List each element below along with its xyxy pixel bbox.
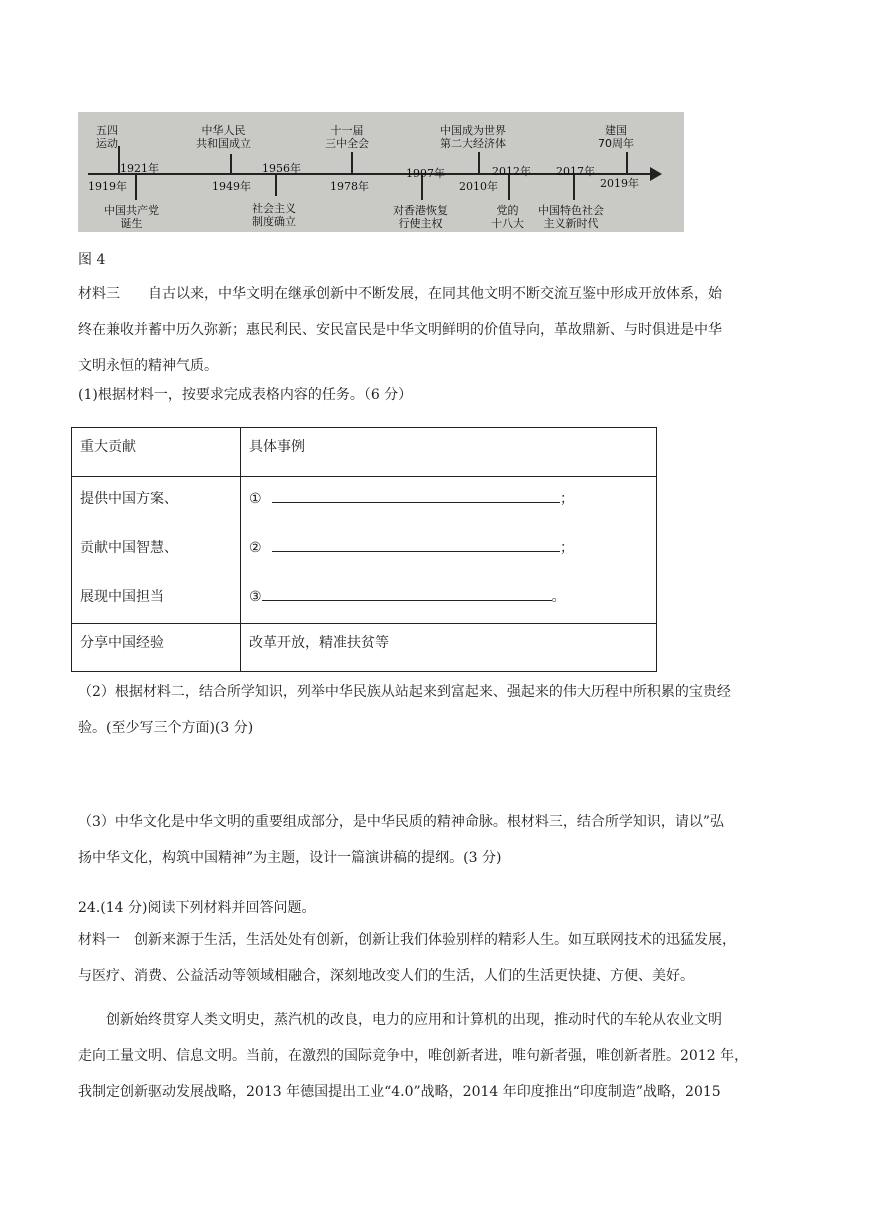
marker-2: ② bbox=[249, 540, 262, 556]
answer-blank-2[interactable] bbox=[272, 537, 560, 552]
contribution-line: 展现中国担当 bbox=[80, 589, 164, 605]
material-one-line: 材料一 创新来源于生活，生活处处有创新，创新让我们体验别样的精彩人生。如互联网技术的迅猛发展， bbox=[78, 932, 736, 948]
year-1997: 1997年 bbox=[406, 167, 445, 180]
event-may-fourth: 五四 运动 bbox=[96, 124, 118, 150]
table-cell-examples-2: 改革开放，精准扶贫等 bbox=[241, 624, 657, 672]
contribution-line: 提供中国方案、 bbox=[80, 491, 178, 507]
contribution-line: 贡献中国智慧、 bbox=[80, 540, 178, 556]
question-24-heading: 24.(14 分)阅读下列材料并回答问题。 bbox=[78, 900, 316, 916]
tick-1949 bbox=[230, 154, 232, 174]
material-one bbox=[78, 922, 794, 994]
para2-line: 我制定创新驱动发展战略，2013 年德国提出工业“4.0”战略，2014 年印度推出“印度制造”战略，2015 bbox=[78, 1084, 721, 1100]
year-1919: 1919年 bbox=[88, 180, 127, 193]
material-one-line: 与医疗、消费、公益活动等领域相融合，深刻地改变人们的生活，人们的生活更快捷、方便、美好。 bbox=[78, 968, 694, 984]
question-1: (1)根据材料一，按要求完成表格内容的任务。（6 分） bbox=[78, 387, 413, 403]
event-hong-kong: 对香港恢复 行使主权 bbox=[393, 204, 448, 230]
table-cell-contribution-2: 分享中国经验 bbox=[72, 624, 241, 672]
end-punct-1: ； bbox=[560, 491, 575, 507]
tick-1978 bbox=[351, 152, 353, 174]
event-70th-anniversary: 建国 70周年 bbox=[598, 124, 634, 150]
event-prc-founded: 中华人民 共和国成立 bbox=[196, 124, 251, 150]
question-3 bbox=[78, 804, 794, 876]
material-three bbox=[78, 276, 794, 384]
event-18th-congress: 党的 十八大 bbox=[491, 204, 524, 230]
year-1949: 1949年 bbox=[212, 180, 251, 193]
marker-1: ① bbox=[249, 491, 262, 507]
answer-blank-3[interactable] bbox=[262, 586, 552, 601]
table-header-examples: 具体事例 bbox=[241, 428, 657, 477]
material-three-line: 文明永恒的精神气质。 bbox=[78, 358, 218, 374]
event-second-economy: 中国成为世界 第二大经济体 bbox=[440, 124, 506, 150]
material-three-line: 终在兼收并蓄中历久弥新；惠民利民、安民富民是中华文明鲜明的价值导向，革故鼎新、与时俱进是中华 bbox=[78, 322, 722, 338]
question-3-line: 扬中华文化，构筑中国精神”为主题，设计一篇演讲稿的提纲。(3 分) bbox=[78, 850, 502, 866]
answer-blank-1[interactable] bbox=[272, 488, 560, 503]
event-socialist-system: 社会主义 制度确立 bbox=[252, 202, 296, 228]
question-2-line: （2）根据材料二，结合所学知识，列举中华民族从站起来到富起来、强起来的伟大历程中所积累的宝贵经 bbox=[78, 684, 731, 700]
year-2019: 2019年 bbox=[600, 177, 639, 190]
tick-1956 bbox=[275, 174, 277, 196]
year-2017: 2017年 bbox=[556, 165, 595, 178]
question-2-line: 验。(至少写三个方面)(3 分) bbox=[78, 720, 254, 736]
event-new-era: 中国特色社会 主义新时代 bbox=[538, 204, 604, 230]
year-2012: 2012年 bbox=[492, 165, 531, 178]
answer-line-1 bbox=[249, 475, 656, 524]
event-third-plenum: 十一届 三中全会 bbox=[325, 124, 369, 150]
para2-line: 创新始终贯穿人类文明史，蒸汽机的改良，电力的应用和计算机的出现，推动时代的车轮从农业文明 bbox=[78, 1012, 722, 1028]
material-three-line: 材料三 自古以来，中华文明在继承创新中不断发展，在同其他文明不断交流互鉴中形成开放体系，始 bbox=[78, 286, 722, 302]
answer-line-2 bbox=[249, 524, 656, 573]
tick-1921 bbox=[135, 174, 137, 200]
para2-line: 走向工量文明、信息文明。当前，在激烈的国际竞争中，唯创新者进，唯句新者强，唯创新者胜。2012 年， bbox=[78, 1048, 749, 1064]
year-1921: 1921年 bbox=[120, 162, 159, 175]
contribution-table bbox=[71, 427, 657, 672]
material-one-para2 bbox=[78, 1002, 794, 1110]
end-punct-3: 。 bbox=[551, 589, 566, 605]
tick-2019 bbox=[626, 152, 628, 174]
table-header-contribution: 重大贡献 bbox=[72, 428, 241, 477]
answer-line-3 bbox=[249, 573, 656, 622]
timeline-figure bbox=[78, 112, 684, 232]
event-cpc-founded: 中国共产党 诞生 bbox=[104, 204, 159, 230]
table-cell-contribution-1 bbox=[72, 477, 241, 624]
tick-2010 bbox=[478, 152, 480, 174]
year-1956: 1956年 bbox=[262, 162, 301, 175]
year-2010: 2010年 bbox=[459, 180, 498, 193]
figure-caption: 图 4 bbox=[78, 252, 106, 268]
timeline-arrowhead bbox=[650, 167, 662, 181]
marker-3: ③ bbox=[249, 589, 262, 605]
end-punct-2: ； bbox=[560, 540, 575, 556]
question-2 bbox=[78, 674, 794, 746]
question-3-line: （3）中华文化是中华文明的重要组成部分，是中华民质的精神命脉。根材料三，结合所学知识，请以”弘 bbox=[78, 814, 725, 830]
year-1978: 1978年 bbox=[330, 180, 369, 193]
table-cell-examples-1 bbox=[241, 477, 657, 624]
